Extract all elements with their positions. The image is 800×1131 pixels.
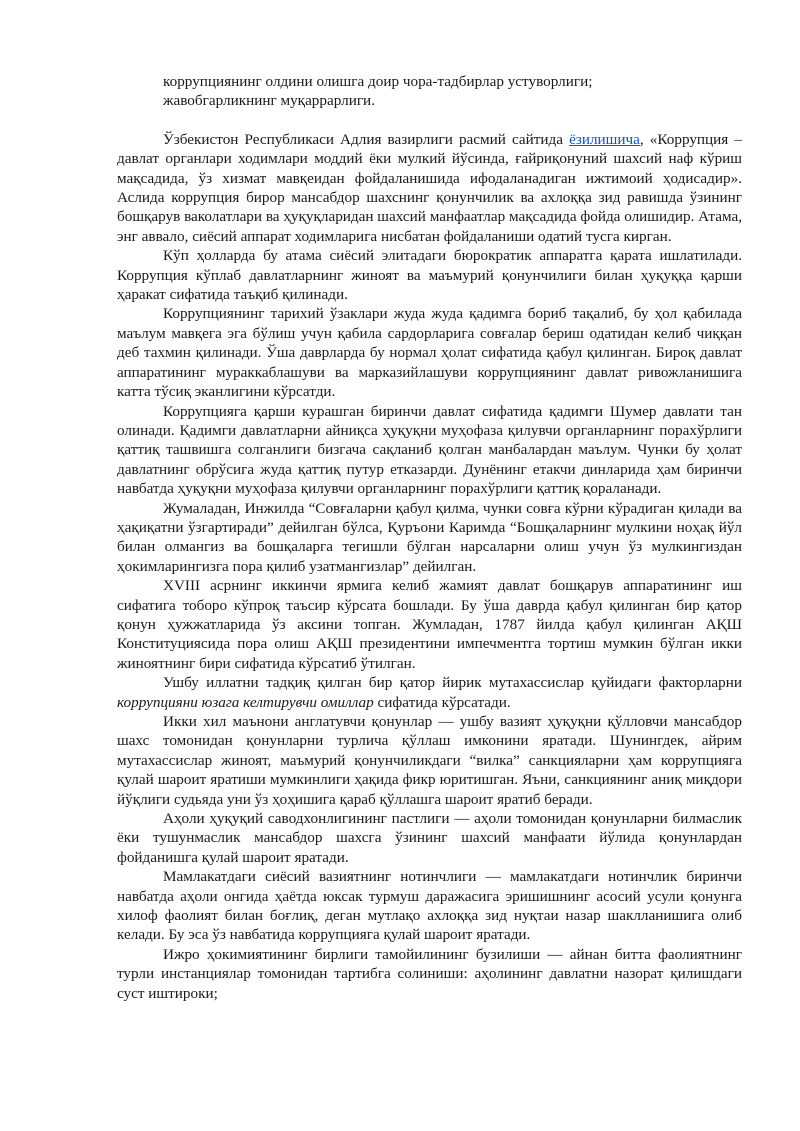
bullet-list	[163, 72, 742, 111]
paragraph: Икки хил маънони англатувчи қонунлар — ушбу вазият ҳуқуқни қўлловчи мансабдор шахс томонидан қонунларни турлича қўллаш имконини яратади. Шунингдек, айрим мутахассислар жиноят, маъмурий қонунчиликдаги “вилка” санкцияларни ҳам коррупцияга қулай шароит яратиши мумкинлиги ҳақида фикр юритишган. Яъни, санкциянинг аниқ миқдори йўқлиги судьяда уни ўз ҳоҳишига қараб қўллашга шароит яратиб беради.	[117, 713, 742, 808]
paragraph: Коррупциянинг тарихий ўзаклари жуда жуда қадимга бориб тақалиб, бу ҳол қабилада маълум мавқега эга бўлиш учун қабила сардорларига совғалар бериш одатидан келиб чиққан деб тахмин қилинади. Ўша даврларда бу нормал ҳолат сифатида қабул қилинган. Бироқ давлат аппаратининг мураккаблашуви ва марказийлашуви коррупциянинг давлат ривожланишига катта тўсиқ эканлигини кўрсатди.	[117, 305, 742, 401]
source-link[interactable]: ёзилишича	[569, 130, 640, 148]
paragraph: XVIII асрнинг иккинчи ярмига келиб жамият давлат бошқарув аппаратининг иш сифатига тоборо кўпроқ таъсир кўрсата бошлади. Бу ўша даврда қабул қилинган бир қатор қонун ҳужжатларида ўз аксини топган. Жумладан, 1787 йилда қабул қилинган АҚШ Конституциясида пора олиш АҚШ президентини импечментга тортиш мумкин бўлган икки жиноятнинг бири сифатида кўрсатиб ўтилган.	[117, 577, 742, 672]
paragraph-spacer	[117, 111, 742, 130]
list-item: коррупциянинг олдини олишга доир чора-тадбирлар устуворлиги;	[163, 73, 593, 90]
paragraph: Мамлакатдаги сиёсий вазиятнинг нотинчлиги — мамлакатдаги нотинчлик биринчи навбатда аҳоли онгида ҳаётда юксак турмуш даражасига эришишнинг асосий усули қонунга хилоф фаолият билан боғлиқ, деган мутлақо ахлоққа зид нуқтаи назар шаклланишига олиб келади. Бу эса ўз навбатида коррупцияга қулай шароит яратади.	[117, 868, 742, 944]
list-item: жавобгарликнинг муқаррарлиги.	[163, 92, 375, 110]
paragraph: Жумаладан, Инжилда “Совғаларни қабул қилма, чунки совға кўрни кўрадиган қилади ва ҳақиқатни ўзгартиради” дейилган бўлса, Қуръони Каримда “Бошқаларнинг мулкини ноҳақ йўл билан олмангиз ва бошқаларга тегишли бўлган нарсаларни олиш учун ўз мулкингиздан ҳокимларингизга пора қилиб узатмангизлар” дейилган.	[117, 499, 742, 575]
paragraph: Кўп ҳолларда бу атама сиёсий элитадаги бюрократик аппаратга қарата ишлатилади. Коррупция кўплаб давлатларнинг жиноят ва маъмурий қонунчилиги билан ҳуқуққа қарши ҳаракат сифатида таъқиб қилинади.	[117, 247, 742, 304]
paragraph-factors	[117, 673, 742, 712]
paragraph: Коррупцияга қарши курашган биринчи давлат сифатида қадимги Шумер давлати тан олинади. Қадимги давлатларни айниқса ҳуқуқни муҳофаза қилувчи органларнинг порахўрлиги қаттиқ ташвишга солганлиги бизгача сақланиб қолган манбалардан маълум. Чунки бу ҳолат давлатнинг обрўсига жуда қаттиқ путур етказарди. Дунёнинг етакчи динларида ҳам биринчи навбатда ҳуқуқни муҳофаза қилувчи органларнинг порахўрлиги қаттиқ қораланади.	[117, 402, 742, 498]
paragraph: Аҳоли ҳуқуқий саводхонлигининг пастлиги — аҳоли томонидан қонунларни билмаслик ёки тушунмаслик мансабдор шахсга ўзининг шахсий манфаати йўлида қонунлардан фойданишга қулай шароит яратади.	[117, 810, 742, 866]
italic-term: коррупцияни юзага келтирувчи омиллар	[117, 693, 374, 711]
paragraph-definition	[117, 130, 742, 246]
paragraph-text: Ўзбекистон Республикаси Адлия вазирлиги расмий сайтида	[163, 130, 570, 148]
paragraph-text: сифатида кўрсатади.	[373, 693, 511, 711]
paragraph-text: , «Коррупция – давлат органлари ходимлари моддий ёки мулкий йўсинда, ғайриқонуний шахсий наф кўриш мақсадида, ўз хизмат мавқеидан фойдаланишида ифодаланадиган ижтимоий ҳодисадир». Аслида коррупция бирор мансабдор шахснинг қонунчилик ва ахлоққа зид равишда ўзининг бошқарув ваколатлари ва ҳуқуқларидан шахсий манфаатлар мақсадида фойда олишидир. Атама, энг аввало, сиёсий аппарат ходимларига нисбатан фойдаланиши одатий тусга кирган.	[117, 130, 742, 245]
paragraph: Ижро ҳокимиятининг бирлиги тамойилининг бузилиши — айнан битта фаолиятнинг турли инстанциялар томонидан тартибга солиниши: аҳолининг давлатни назорат қилишдаги суст иштироки;	[117, 945, 742, 1002]
paragraph-text: Ушбу иллатни тадқиқ қилган бир қатор йирик мутахассислар қуйидаги факторларни	[163, 674, 742, 692]
